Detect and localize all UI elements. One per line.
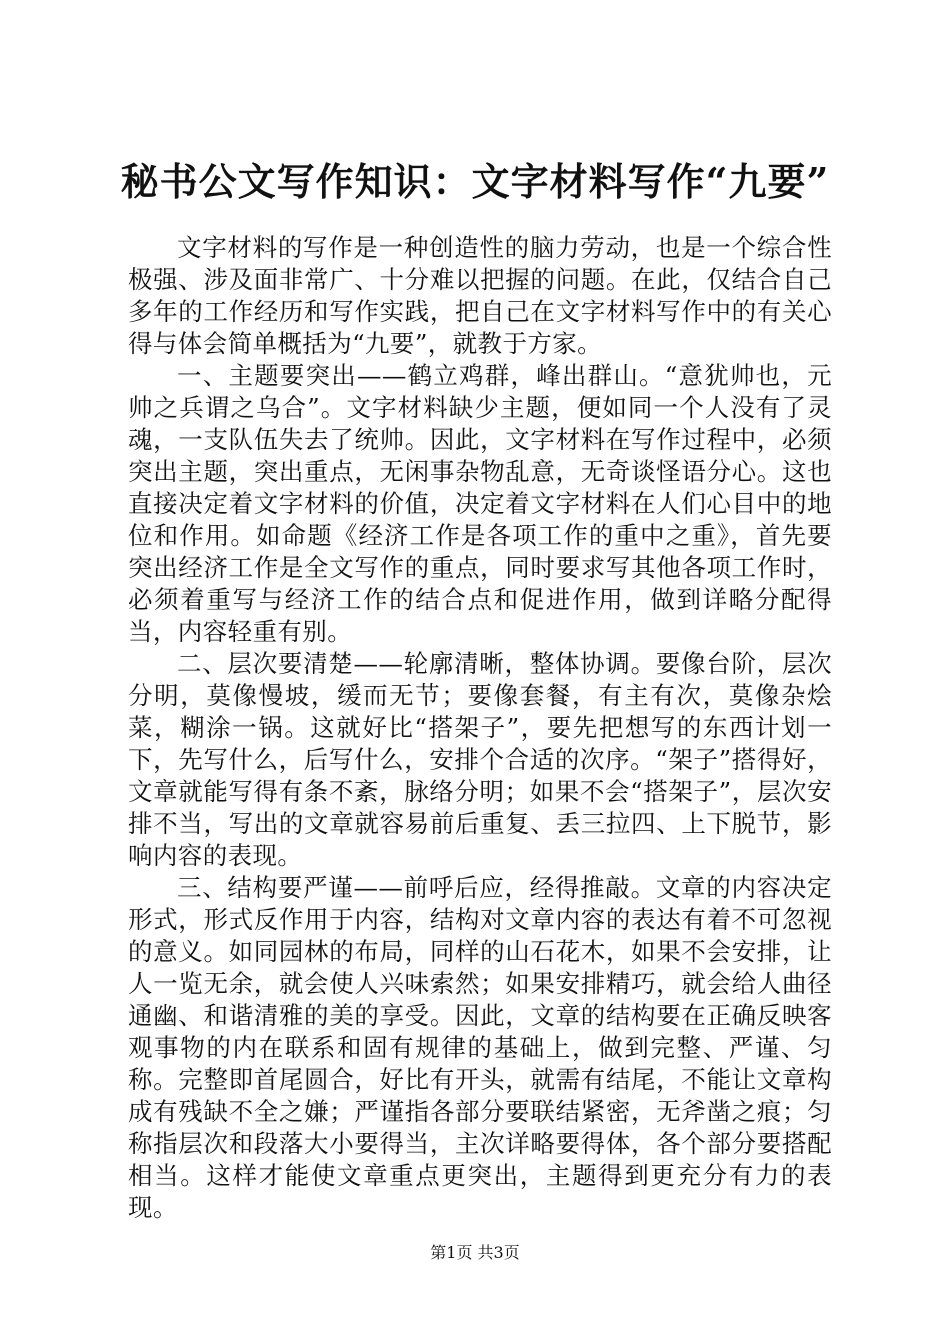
paragraph-structure-rigor: 三、结构要严谨——前呼后应，经得推敲。文章的内容决定形式，形式反作用于内容，结构对文章内容的表达有着不可忽视的意义。如同园林的布局，同样的山石花木，如果不会安排，让人一览无余，就会使人兴味索然；如果安排精巧，就会给人曲径通幽、和谐清雅的美的享受。因此，文章的结构要在正确反映客观事物的内在联系和固有规律的基础上，做到完整、严谨、匀称。完整即首尾圆合，好比有开头，就需有结尾，不能让文章构成有残缺不全之嫌；严谨指各部分要联结紧密，无斧凿之痕；匀称指层次和段落大小要得当，主次详略要得体，各个部分要搭配相当。这样才能使文章重点更突出，主题得到更充分有力的表现。 (128, 873, 832, 1222)
document-body (128, 232, 832, 1224)
paragraph-intro: 文字材料的写作是一种创造性的脑力劳动，也是一个综合性极强、涉及面非常广、十分难以把握的问题。在此，仅结合自己多年的工作经历和写作实践，把自己在文字材料写作中的有关心得与体会简单概括为“九要”，就教于方家。 (128, 233, 832, 358)
page-number-footer: 第1页 共3页 (430, 1243, 520, 1262)
document-title: 秘书公文写作知识：文字材料写作“九要” (120, 159, 830, 204)
paragraph-theme: 一、主题要突出——鹤立鸡群，峰出群山。“意犹帅也，元帅之兵谓之乌合”。文字材料缺少主题，便如同一个人没有了灵魂，一支队伍失去了统帅。因此，文字材料在写作过程中，必须突出主题，突出重点，无闲事杂物乱意，无奇谈怪语分心。这也直接决定着文字材料的价值，决定着文字材料在人们心目中的地位和作用。如命题《经济工作是各项工作的重中之重》，首先要突出经济工作是全文写作的重点，同时要求写其他各项工作时，必须着重写与经济工作的结合点和促进作用，做到详略分配得当，内容轻重有别。 (128, 361, 832, 646)
paragraph-structure-levels: 二、层次要清楚——轮廓清晰，整体协调。要像台阶，层次分明，莫像慢坡，缓而无节；要像套餐，有主有次，莫像杂烩菜，糊涂一锅。这就好比“搭架子”，要先把想写的东西计划一下，先写什么，后写什么，安排个合适的次序。“架子”搭得好，文章就能写得有条不紊，脉络分明；如果不会“搭架子”，层次安排不当，写出的文章就容易前后重复、丢三拉四、上下脱节，影响内容的表现。 (128, 649, 832, 870)
